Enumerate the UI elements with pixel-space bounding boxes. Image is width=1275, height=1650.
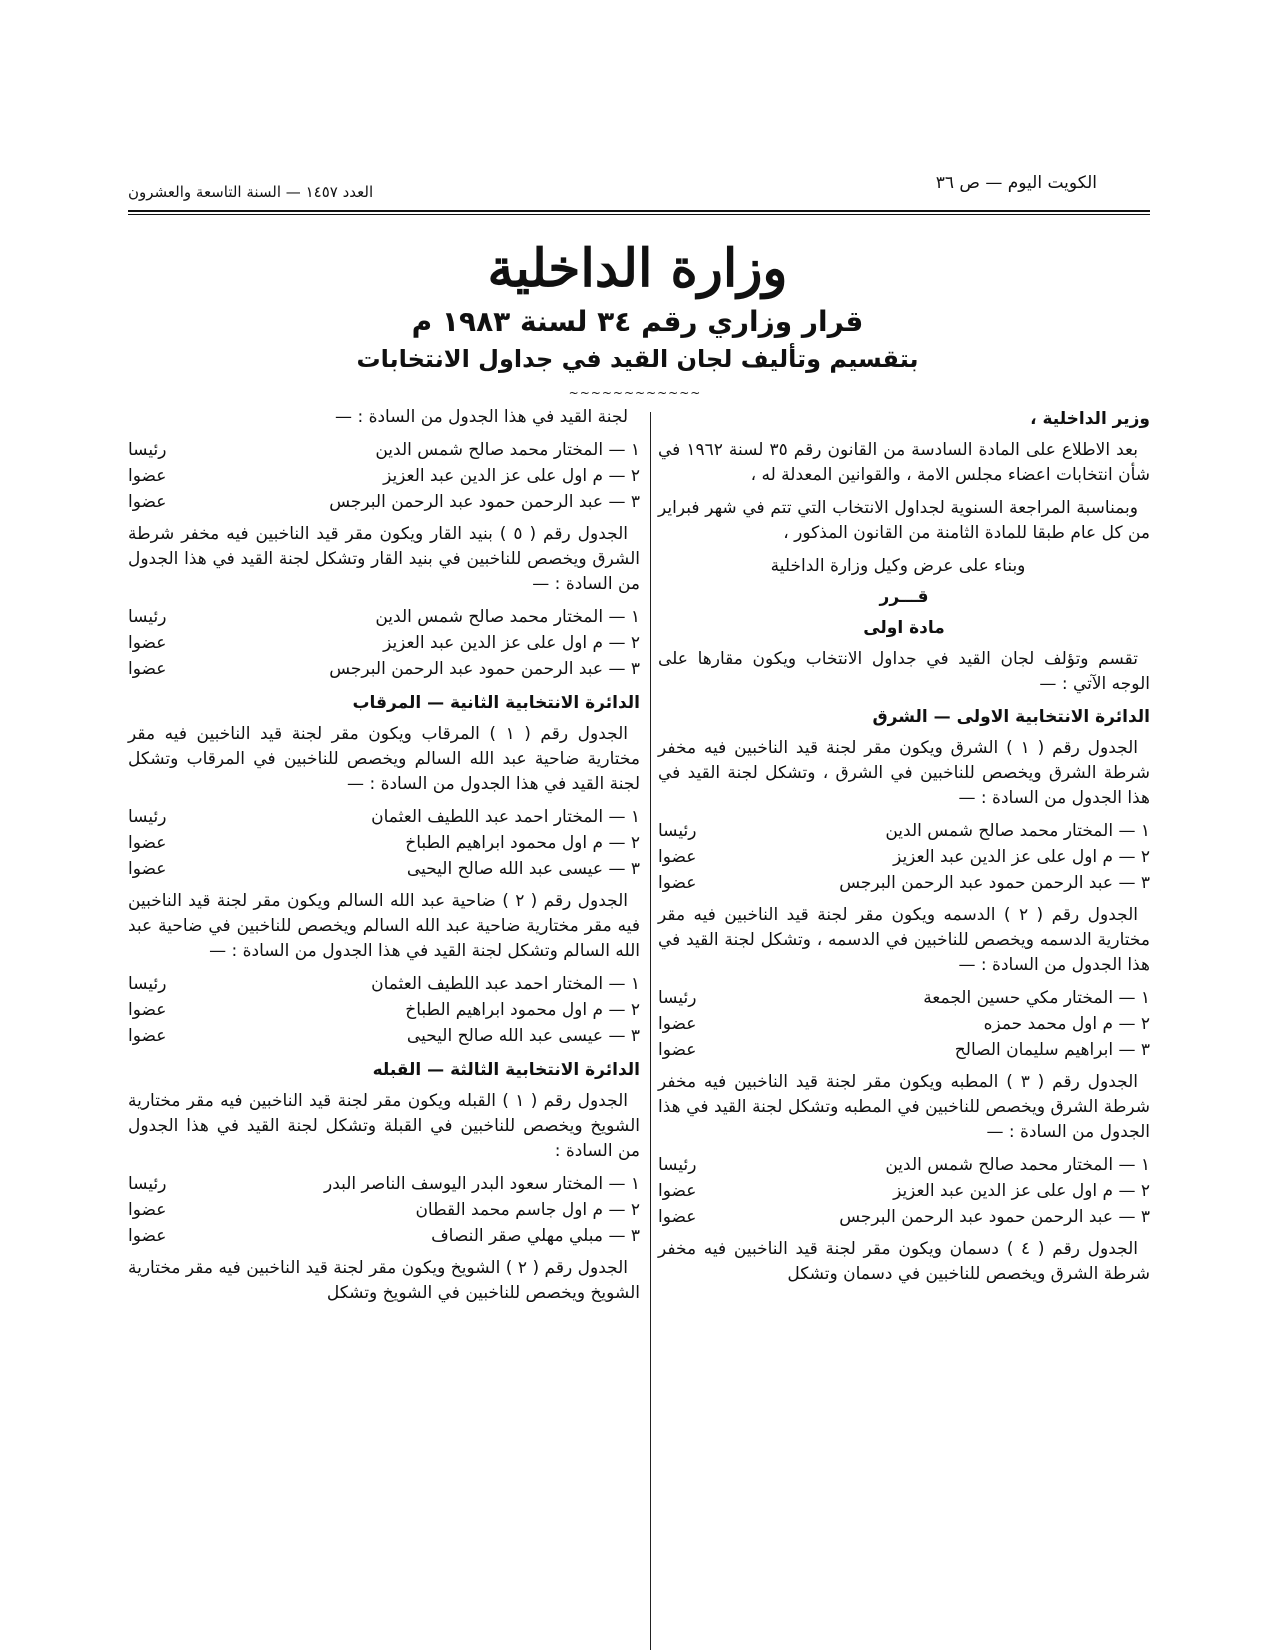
member-row <box>128 605 640 630</box>
member-role: عضوا <box>658 1181 697 1201</box>
member-role: عضوا <box>128 1000 167 1020</box>
paragraph: وبناء على عرض وكيل وزارة الداخلية <box>770 556 1026 576</box>
member-name: ٢ — م اول محمود ابراهيم الطباخ <box>405 833 640 853</box>
member-role: عضوا <box>128 1026 167 1046</box>
member-role: عضوا <box>128 859 167 879</box>
member-row <box>128 1224 640 1249</box>
table-intro: الجدول رقم ( ٢ ) ضاحية عبد الله السالم ويكون مقر لجنة قيد الناخبين فيه مقر مختارية ضاحية عبد الله السالم ويخصص للناخبين في ضاحية عبد الله السالم وتشكل لجنة القيد في هذا الجدول من السادة : — <box>128 891 640 961</box>
member-row <box>658 1038 1150 1063</box>
paragraph: تقسم وتؤلف لجان القيد في جداول الانتخاب ويكون مقارها على الوجه الآتي : — <box>658 649 1150 694</box>
member-row <box>128 998 640 1023</box>
header-rule <box>128 210 1150 212</box>
member-row <box>658 1012 1150 1037</box>
member-name: ٣ — عيسى عبد الله صالح اليحيى <box>406 1026 640 1046</box>
member-role: رئيسا <box>658 821 697 841</box>
table-intro: الجدول رقم ( ٢ ) الشويخ ويكون مقر لجنة قيد الناخبين فيه مقر مختارية الشويخ ويخصص للناخبين في الشويخ وتشكل <box>128 1258 640 1303</box>
member-role: عضوا <box>128 492 167 512</box>
member-row <box>128 1024 640 1049</box>
member-role: رئيسا <box>658 988 697 1008</box>
member-row <box>128 657 640 682</box>
member-name: ١ — المختار محمد صالح شمس الدين <box>375 607 640 627</box>
member-name: ١ — المختار احمد عبد اللطيف العثمان <box>371 807 640 827</box>
ministry-title: وزارة الداخلية <box>487 238 788 299</box>
district-heading: الدائرة الانتخابية الثالثة — القبله <box>372 1060 640 1080</box>
table-intro: لجنة القيد في هذا الجدول من السادة : — <box>335 407 628 427</box>
member-name: ٢ — م اول على عز الدين عبد العزيز <box>383 466 640 486</box>
member-role: عضوا <box>658 1207 697 1227</box>
header-issue-number: العدد ١٤٥٧ — السنة التاسعة والعشرون <box>128 183 374 201</box>
district-heading: الدائرة الانتخابية الاولى — الشرق <box>872 707 1150 727</box>
member-role: عضوا <box>128 466 167 486</box>
member-name: ١ — المختار سعود البدر اليوسف الناصر البدر <box>323 1174 640 1194</box>
member-name: ٢ — م اول على عز الدين عبد العزيز <box>383 633 640 653</box>
member-role: رئيسا <box>128 607 167 627</box>
member-name: ١ — المختار مكي حسين الجمعة <box>923 988 1150 1008</box>
decision-title: قرار وزاري رقم ٣٤ لسنة ١٩٨٣ م <box>411 305 864 338</box>
member-role: رئيسا <box>128 807 167 827</box>
member-name: ٢ — م اول جاسم محمد القطان <box>415 1200 640 1220</box>
member-name: ٣ — عبد الرحمن حمود عبد الرحمن البرجس <box>329 492 640 512</box>
member-role: عضوا <box>128 1200 167 1220</box>
member-row <box>128 631 640 656</box>
member-row <box>658 871 1150 896</box>
member-row <box>658 819 1150 844</box>
member-role: رئيسا <box>128 974 167 994</box>
ornament-divider: ~~~~~~~~~~~~ <box>568 386 702 400</box>
member-name: ٣ — عيسى عبد الله صالح اليحيى <box>406 859 640 879</box>
member-row <box>658 986 1150 1011</box>
table-intro: الجدول رقم ( ٥ ) بنيد القار ويكون مقر قيد الناخبين فيه مخفر شرطة الشرق ويخصص للناخبين في بنيد القار وتشكل لجنة القيد في هذا الجدول من السادة : — <box>128 524 640 594</box>
member-role: عضوا <box>128 633 167 653</box>
header-rule-thin <box>128 214 1150 215</box>
decision-word: قـــرر <box>879 587 929 607</box>
member-role: عضوا <box>658 873 697 893</box>
member-row <box>128 1172 640 1197</box>
member-row <box>658 845 1150 870</box>
member-role: عضوا <box>128 659 167 679</box>
table-intro: الجدول رقم ( ١ ) القبله ويكون مقر لجنة قيد الناخبين فيه مقر مختارية الشويخ ويخصص للناخبين في القبلة وتشكل لجنة القيد في هذا الجدول من السادة : <box>128 1091 640 1161</box>
member-row <box>128 1198 640 1223</box>
member-role: عضوا <box>658 847 697 867</box>
table-intro: الجدول رقم ( ٢ ) الدسمه ويكون مقر لجنة قيد الناخبين فيه مقر مختارية الدسمه ويخصص للناخبين في الدسمه ، وتشكل لجنة القيد في هذا الجدول من السادة : — <box>658 905 1150 975</box>
member-row <box>128 857 640 882</box>
member-role: رئيسا <box>128 440 167 460</box>
district-heading: الدائرة الانتخابية الثانية — المرقاب <box>352 693 640 713</box>
member-name: ٣ — ابراهيم سليمان الصالح <box>954 1040 1150 1060</box>
member-row <box>128 972 640 997</box>
member-name: ٣ — عبد الرحمن حمود عبد الرحمن البرجس <box>839 873 1150 893</box>
member-name: ٢ — م اول محمود ابراهيم الطباخ <box>405 1000 640 1020</box>
table-intro: الجدول رقم ( ١ ) المرقاب ويكون مقر لجنة قيد الناخبين فيه مقر مختارية ضاحية عبد الله السالم ويخصص للناخبين في المرقاب وتشكل لجنة القيد في هذا الجدول من السادة : — <box>128 724 640 794</box>
member-name: ٢ — م اول محمد حمزه <box>983 1014 1150 1034</box>
member-name: ١ — المختار محمد صالح شمس الدين <box>885 1155 1150 1175</box>
decision-subject: بتقسيم وتأليف لجان القيد في جداول الانتخابات <box>356 345 919 373</box>
member-name: ١ — المختار محمد صالح شمس الدين <box>375 440 640 460</box>
table-intro: الجدول رقم ( ٣ ) المطبه ويكون مقر لجنة قيد الناخبين فيه مخفر شرطة الشرق ويخصص للناخبين في المطبه وتشكل لجنة القيد في هذا الجدول من السادة : — <box>658 1072 1150 1142</box>
member-row <box>128 831 640 856</box>
member-role: عضوا <box>128 833 167 853</box>
left-column <box>128 405 640 1314</box>
member-role: عضوا <box>128 1226 167 1246</box>
member-role: عضوا <box>658 1014 697 1034</box>
member-role: رئيسا <box>128 1174 167 1194</box>
addressee: وزير الداخلية ، <box>1030 409 1150 429</box>
member-row <box>658 1153 1150 1178</box>
member-name: ٣ — عبد الرحمن حمود عبد الرحمن البرجس <box>839 1207 1150 1227</box>
member-row <box>128 464 640 489</box>
member-row <box>128 805 640 830</box>
column-divider <box>650 412 651 1650</box>
right-column <box>658 405 1150 1295</box>
paragraph: بعد الاطلاع على المادة السادسة من القانون رقم ٣٥ لسنة ١٩٦٢ في شأن انتخابات اعضاء مجلس الامة ، والقوانين المعدلة له ، <box>658 440 1150 485</box>
member-name: ٢ — م اول على عز الدين عبد العزيز <box>893 1181 1150 1201</box>
member-row <box>128 490 640 515</box>
member-name: ١ — المختار احمد عبد اللطيف العثمان <box>371 974 640 994</box>
article-title: مادة اولى <box>863 618 945 638</box>
header-issue-page: الكويت اليوم — ص ٣٦ <box>935 173 1097 193</box>
member-name: ٣ — عبد الرحمن حمود عبد الرحمن البرجس <box>329 659 640 679</box>
member-role: رئيسا <box>658 1155 697 1175</box>
member-name: ١ — المختار محمد صالح شمس الدين <box>885 821 1150 841</box>
member-role: عضوا <box>658 1040 697 1060</box>
member-name: ٣ — مبلي مهلي صقر النصاف <box>431 1226 640 1246</box>
table-intro: الجدول رقم ( ١ ) الشرق ويكون مقر لجنة قيد الناخبين فيه مخفر شرطة الشرق ويخصص للناخبين في الشرق ، وتشكل لجنة القيد في هذا الجدول من السادة : — <box>658 738 1150 808</box>
member-row <box>658 1205 1150 1230</box>
member-row <box>658 1179 1150 1204</box>
member-row <box>128 438 640 463</box>
paragraph: وبمناسبة المراجعة السنوية لجداول الانتخاب التي تتم في شهر فبراير من كل عام طبقا للمادة الثامنة من القانون المذكور ، <box>658 498 1150 543</box>
table-intro: الجدول رقم ( ٤ ) دسمان ويكون مقر لجنة قيد الناخبين فيه مخفر شرطة الشرق ويخصص للناخبين في دسمان وتشكل <box>658 1239 1150 1284</box>
member-name: ٢ — م اول على عز الدين عبد العزيز <box>893 847 1150 867</box>
